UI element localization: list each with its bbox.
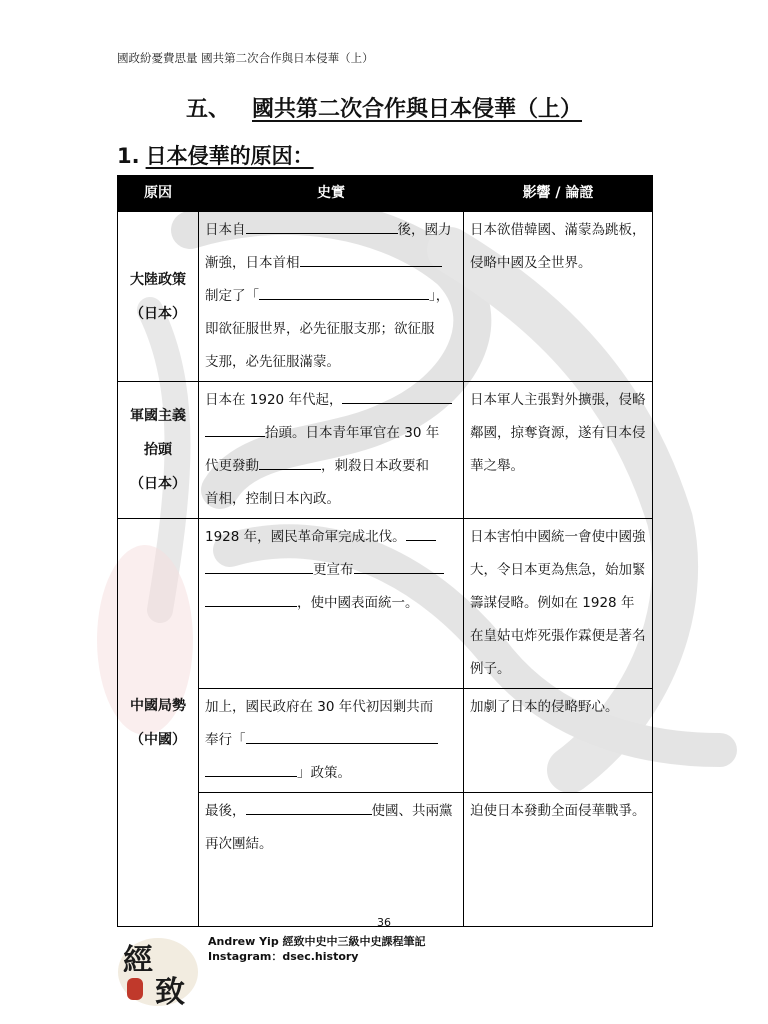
fact-text: 抬頭。日本青年軍官在 30 年 — [265, 425, 440, 441]
impact-cell: 加劇了日本的侵略野心。 — [464, 689, 653, 793]
fact-text: 代更發動 — [205, 458, 259, 474]
table-row — [118, 382, 653, 519]
impact-cell: 迫使日本發動全面侵華戰爭。 — [464, 793, 653, 927]
fill-blank[interactable] — [300, 252, 442, 267]
fact-text: 最後， — [205, 803, 246, 819]
fact-line: 即欲征服世界，必先征服支那；欲征服 — [205, 321, 435, 337]
header-facts: 史實 — [199, 176, 464, 212]
fact-line — [205, 450, 457, 483]
cause-sublabel: （日本） — [130, 476, 186, 492]
header-impact: 影響 / 論證 — [464, 176, 653, 212]
fact-line — [205, 384, 457, 417]
cause-cell — [118, 519, 199, 927]
fact-line — [205, 757, 457, 790]
footer-credit — [208, 934, 426, 964]
table-row — [118, 212, 653, 382]
cause-label: 中國局勢 — [130, 697, 186, 714]
table-row — [118, 689, 653, 793]
fact-line — [205, 554, 457, 587]
fact-cell — [199, 689, 464, 793]
svg-text:致: 致 — [155, 975, 185, 1010]
fill-blank[interactable] — [246, 219, 398, 234]
fill-blank[interactable] — [354, 559, 444, 574]
fill-blank[interactable] — [259, 285, 429, 300]
fill-blank[interactable] — [246, 729, 438, 744]
fact-text: 1928 年，國民革命軍完成北伐。 — [205, 529, 406, 545]
chapter-title — [0, 92, 768, 123]
table-row — [118, 793, 653, 927]
svg-text:經: 經 — [123, 943, 153, 978]
fill-blank[interactable] — [205, 422, 265, 437]
fill-blank[interactable] — [205, 592, 297, 607]
fact-text: ，使中國表面統一。 — [297, 595, 419, 611]
cause-label: 大陸政策 — [130, 271, 186, 288]
fact-line — [205, 795, 457, 828]
cause-label: 軍國主義 — [130, 408, 186, 424]
fill-blank[interactable] — [205, 559, 313, 574]
fact-line — [205, 724, 457, 757]
header-cause: 原因 — [118, 176, 199, 212]
impact-cell: 日本欲借韓國、滿蒙為跳板，侵略中國及全世界。 — [464, 212, 653, 382]
fact-line: 再次團結。 — [205, 836, 273, 852]
fill-blank[interactable] — [259, 455, 321, 470]
page-number: 36 — [377, 916, 391, 929]
fact-text: 日本在 1920 年代起， — [205, 392, 343, 408]
table-header-row — [118, 176, 653, 212]
fill-blank[interactable] — [205, 762, 297, 777]
fact-line: 加上，國民政府在 30 年代初因剿共而 — [205, 699, 434, 715]
chapter-number: 五、 — [185, 97, 230, 122]
fact-line — [205, 587, 457, 620]
fact-text: 奉行「 — [205, 732, 246, 748]
fill-blank[interactable] — [342, 389, 452, 404]
fact-text: 」， — [429, 288, 450, 304]
fact-line: 首相，控制日本內政。 — [205, 491, 340, 507]
footer-author-line: Andrew Yip 經致中史中三級中史課程筆記 — [208, 935, 426, 948]
section-number: 1. — [117, 144, 140, 168]
cause-label: 抬頭 — [144, 442, 172, 458]
jingzhi-logo — [115, 932, 201, 1010]
fact-text: 使國、共兩黨 — [371, 803, 453, 819]
fact-text: 」政策。 — [297, 765, 351, 781]
fill-blank[interactable] — [406, 526, 436, 541]
section-title-text: 日本侵華的原因： — [145, 144, 314, 168]
fact-line: 支那，必先征服滿蒙。 — [205, 354, 340, 370]
fact-line — [205, 214, 457, 247]
section-title — [117, 140, 314, 170]
cause-cell — [118, 382, 199, 519]
impact-cell: 日本軍人主張對外擴張，侵略鄰國，掠奪資源，遂有日本侵華之舉。 — [464, 382, 653, 519]
fact-cell — [199, 793, 464, 927]
fact-text: 漸強，日本首相 — [205, 255, 300, 271]
fill-blank[interactable] — [246, 800, 372, 815]
fact-text: ，刺殺日本政要和 — [321, 458, 429, 474]
fact-text: 日本自 — [205, 222, 246, 238]
table-row — [118, 519, 653, 689]
fact-cell — [199, 212, 464, 382]
fact-line — [205, 280, 457, 313]
chapter-title-text: 國共第二次合作與日本侵華（上） — [252, 97, 583, 122]
impact-cell: 日本害怕中國統一會使中國強大，令日本更為焦急，始加緊籌謀侵略。例如在 1928 年在皇姑屯炸死張作霖便是著名例子。 — [464, 519, 653, 689]
fact-line — [205, 247, 457, 280]
causes-table — [117, 175, 653, 927]
cause-cell — [118, 212, 199, 382]
fact-line — [205, 521, 457, 554]
fact-line — [205, 417, 457, 450]
fact-cell — [199, 519, 464, 689]
fact-text: 更宣布 — [313, 562, 354, 578]
fact-text: 制定了「 — [205, 288, 259, 304]
cause-sublabel: （中國） — [130, 731, 186, 748]
cause-sublabel: （日本） — [130, 305, 186, 322]
running-header: 國政紛憂費思量 國共第二次合作與日本侵華（上） — [117, 51, 374, 65]
fact-cell — [199, 382, 464, 519]
fact-text: 後，國力 — [397, 222, 452, 238]
footer-instagram-line: Instagram：dsec.history — [208, 950, 359, 963]
